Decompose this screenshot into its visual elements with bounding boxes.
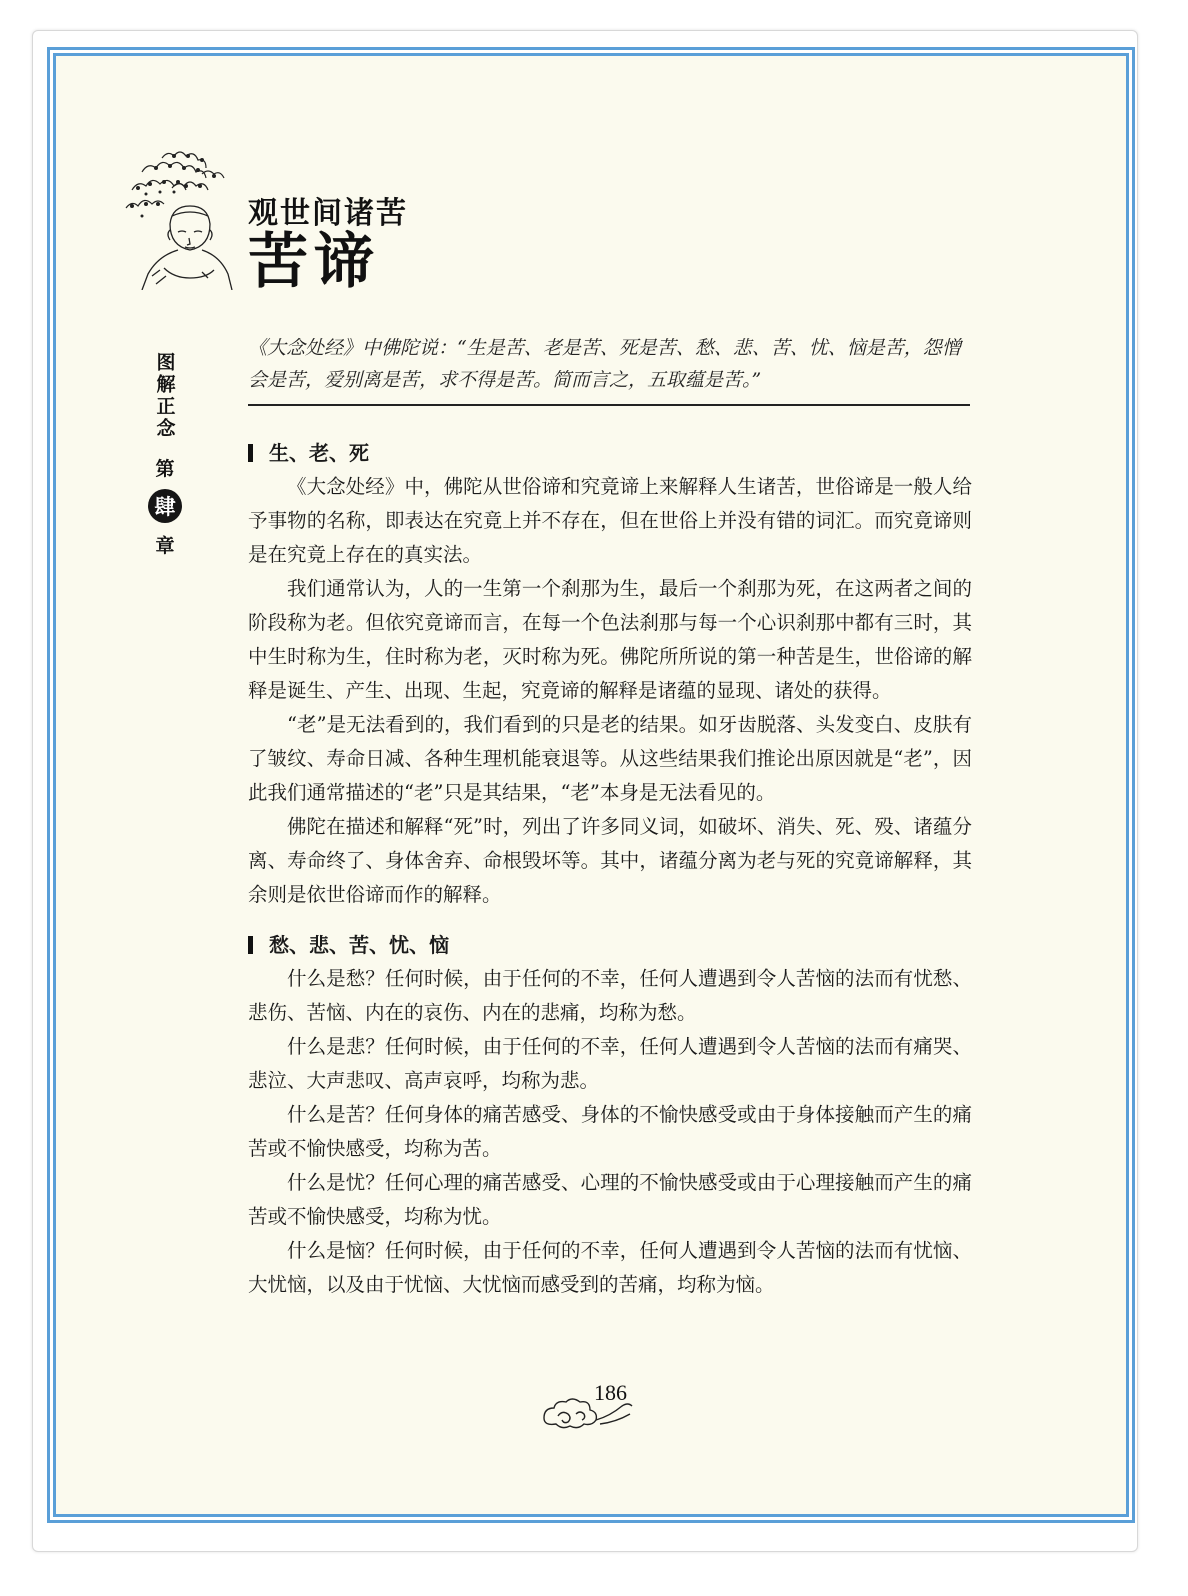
page-title: 苦谛 xyxy=(248,227,380,297)
section-heading xyxy=(248,928,972,962)
paragraph: 什么是忧？任何心理的痛苦感受、心理的不愉快感受或由于心理接触而产生的痛苦或不愉快感受，均称为忧。 xyxy=(248,1171,972,1228)
section-heading xyxy=(248,436,972,470)
book-name: 图解正念 xyxy=(153,352,176,440)
epigraph-quote: 《大念处经》中佛陀说：“生是苦、老是苦、死是苦、愁、悲、苦、忧、恼是苦，怨憎会是苦，爱别离是苦，求不得是苦。简而言之，五取蕴是苦。” xyxy=(248,337,961,391)
chapter-number-badge: 肆 xyxy=(148,489,182,523)
paragraph: 什么是悲？任何时候，由于任何的不幸，任何人遭遇到令人苦恼的法而有痛哭、悲泣、大声悲叹、高声哀呼，均称为悲。 xyxy=(248,1035,972,1092)
paragraph: 《大念处经》中，佛陀从世俗谛和究竟谛上来解释人生诸苦，世俗谛是一般人给予事物的名称，即表达在究竟上并不存在，但在世俗上并没有错的词汇。而究竟谛则是在究竟上存在的真实法。 xyxy=(248,475,972,566)
paragraph: 什么是愁？任何时候，由于任何的不幸，任何人遭遇到令人苦恼的法而有忧愁、悲伤、苦恼、内在的哀伤、内在的悲痛，均称为愁。 xyxy=(248,967,972,1024)
section-heading-text: 生、老、死 xyxy=(269,441,369,465)
paragraph: “老”是无法看到的，我们看到的只是老的结果。如牙齿脱落、头发变白、皮肤有了皱纹、寿命日减、各种生理机能衰退等。从这些结果我们推论出原因就是“老”，因此我们通常描述的“老”只是其结果，“老”本身是无法看见的。 xyxy=(248,713,972,804)
side-chapter-label xyxy=(150,352,180,558)
chapter-prefix: 第 xyxy=(155,458,175,480)
chapter-suffix: 章 xyxy=(155,535,175,557)
section-heading-text: 愁、悲、苦、忧、恼 xyxy=(269,933,449,957)
buddha-illustration xyxy=(112,150,244,290)
paragraph: 什么是苦？任何身体的痛苦感受、身体的不愉快感受或由于身体接触而产生的痛苦或不愉快感受，均称为苦。 xyxy=(248,1103,972,1160)
divider-rule xyxy=(248,404,970,406)
paragraph: 佛陀在描述和解释“死”时，列出了许多同义词，如破坏、消失、死、殁、诸蕴分离、寿命终了、身体舍弃、命根毁坏等。其中，诸蕴分离为老与死的究竟谛解释，其余则是依世俗谛而作的解释。 xyxy=(248,815,972,906)
main-content xyxy=(248,436,972,1302)
chapter-subtitle: 观世间诸苦 xyxy=(248,196,408,231)
paragraph: 什么是恼？任何时候，由于任何的不幸，任何人遭遇到令人苦恼的法而有忧恼、大忧恼，以及由于忧恼、大忧恼而感受到的苦痛，均称为恼。 xyxy=(248,1239,972,1296)
section-marker-icon xyxy=(248,936,253,954)
page-number: 186 xyxy=(594,1380,627,1405)
section-marker-icon xyxy=(248,444,253,462)
paragraph: 我们通常认为，人的一生第一个刹那为生，最后一个刹那为死，在这两者之间的阶段称为老。但依究竟谛而言，在每一个色法刹那与每一个心识刹那中都有三时，其中生时称为生，住时称为老，灭时称为死。佛陀所所说的第一种苦是生，世俗谛的解释是诞生、产生、出现、生起，究竟谛的解释是诸蕴的显现、诸处的获得。 xyxy=(248,577,972,702)
